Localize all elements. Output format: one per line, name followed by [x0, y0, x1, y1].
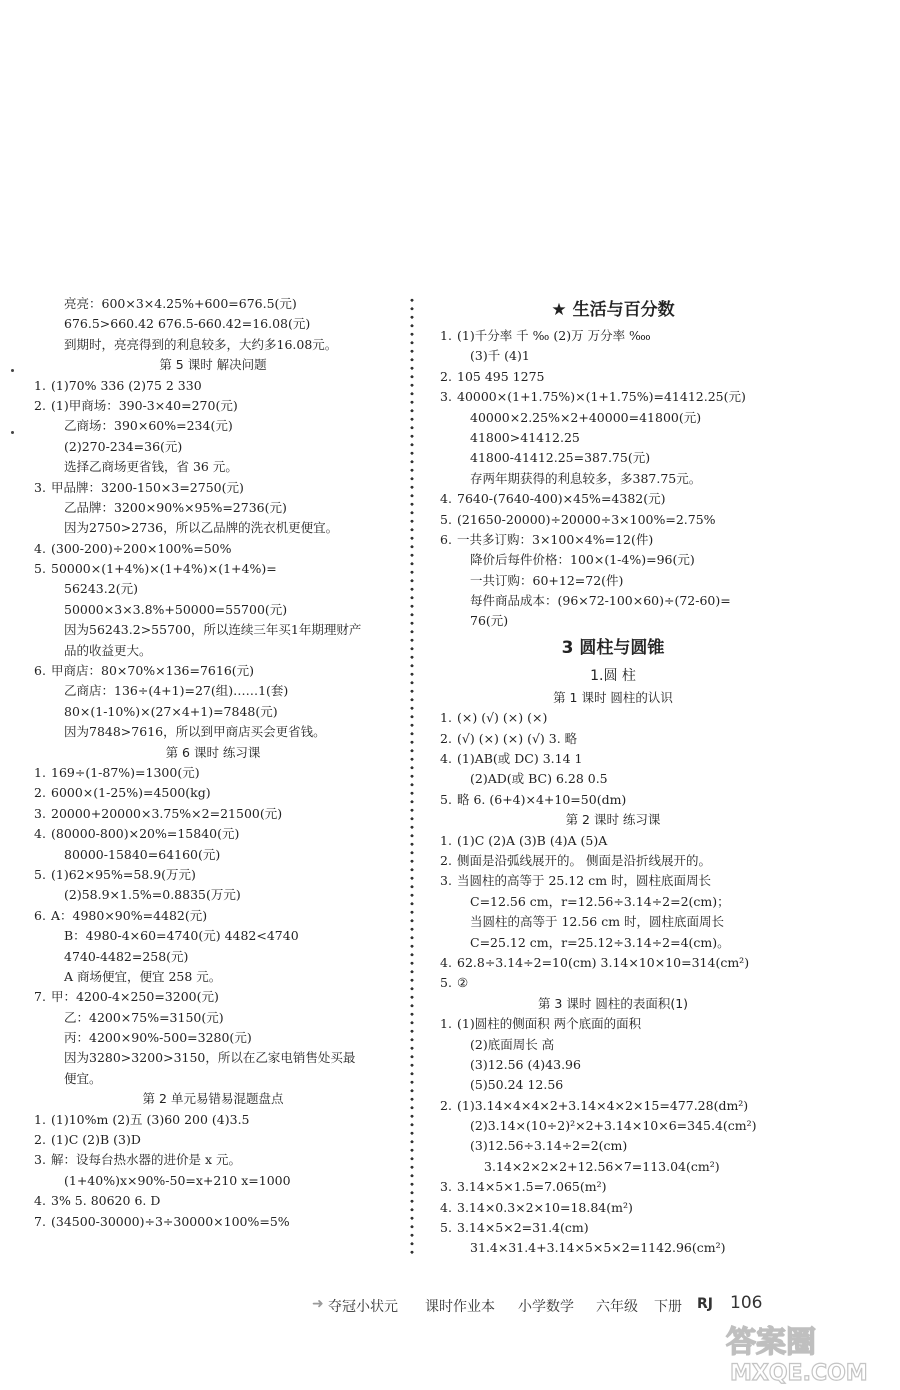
answer-line: [34, 1048, 392, 1068]
answer-text: 因为7848>7616，所以到甲商店买会更省钱。: [64, 724, 326, 740]
answer-text: (1+40%)x×90%-50=x+210 x=1000: [64, 1172, 291, 1188]
answer-line: [440, 1014, 786, 1034]
right-answer-column: [440, 294, 786, 1259]
answer-text: 3.14×2×2×2+12.56×7=113.04(cm²): [484, 1158, 720, 1174]
answer-text: 每件商品成本：(96×72-100×60)÷(72-60)=: [470, 593, 731, 609]
answer-line: [34, 579, 392, 599]
page-footer: [312, 1292, 792, 1320]
answer-line: [440, 489, 786, 509]
answer-text: (5)50.24 12.56: [470, 1077, 564, 1093]
answer-line: [34, 641, 392, 661]
answer-line: [440, 973, 786, 993]
section-heading: 第 3 课时 圆柱的表面积(1): [537, 995, 689, 1011]
answer-text: (2)58.9×1.5%=0.8835(万元): [64, 887, 241, 903]
answer-line: [440, 1075, 786, 1095]
answer-text: (2)AD(或 BC) 6.28 0.5: [470, 771, 608, 787]
section-heading: ★ 生活与百分数: [551, 300, 675, 320]
answer-line: [440, 530, 786, 550]
answer-line: [440, 469, 786, 489]
answer-line: [34, 824, 392, 844]
answer-text: 便宜。: [64, 1070, 102, 1086]
answer-line: [440, 1238, 786, 1258]
answer-text: 甲品牌：3200-150×3=2750(元): [51, 479, 244, 495]
answer-text: (1)C (2)A (3)B (4)A (5)A: [457, 832, 608, 848]
scan-speck: [11, 369, 14, 372]
answer-line: [440, 912, 786, 932]
question-number: 1.: [34, 764, 46, 780]
answer-line: [34, 1008, 392, 1028]
answer-text: 乙商场：390×60%=234(元): [64, 418, 233, 434]
answer-line: [440, 831, 786, 851]
answer-line: [440, 708, 786, 728]
answer-line: [34, 1130, 392, 1150]
answer-line: [440, 933, 786, 953]
answer-text: 41800>41412.25: [470, 429, 580, 445]
answer-text: (34500-30000)÷3÷30000×100%=5%: [51, 1213, 290, 1229]
question-number: 3.: [34, 805, 46, 821]
answer-text: 6000×(1-25%)=4500(kg): [51, 785, 211, 801]
answer-line: [34, 1028, 392, 1048]
answer-line: [34, 1212, 392, 1232]
question-number: 1.: [34, 377, 46, 393]
section-heading: 第 1 课时 圆柱的认识: [553, 689, 673, 705]
footer-term: 下册: [654, 1299, 682, 1315]
answer-text: 62.8÷3.14÷2=10(cm) 3.14×10×10=314(cm²): [457, 954, 750, 970]
question-number: 5.: [440, 511, 452, 527]
answer-line: [34, 987, 392, 1007]
answer-line: [440, 1096, 786, 1116]
answer-text: 20000+20000×3.75%×2=21500(元): [51, 805, 283, 821]
answer-line: [34, 947, 392, 967]
answer-text: 80000-15840=64160(元): [64, 846, 221, 862]
answer-text: 选择乙商场更省钱，省 36 元。: [64, 459, 238, 475]
answer-text: (1)千分率 千 ‰ (2)万 万分率 ‱: [457, 328, 651, 343]
answer-text: (×) (√) (×) (×): [457, 710, 548, 726]
answer-text: (2)底面周长 高: [470, 1036, 555, 1052]
answer-line: [440, 851, 786, 871]
footer-series: 夺冠小状元: [328, 1299, 398, 1315]
question-number: 7.: [34, 989, 46, 1005]
answer-text: 解：设每台热水器的进价是 x 元。: [51, 1152, 241, 1168]
question-number: 4.: [440, 751, 452, 767]
answer-line: [440, 510, 786, 530]
footer-book: 课时作业本: [425, 1299, 495, 1315]
answer-line: [440, 367, 786, 387]
answer-text: 甲：4200-4×250=3200(元): [51, 989, 219, 1005]
answer-text: 乙商店：136÷(4+1)=27(组)……1(套): [64, 683, 289, 699]
answer-line: [34, 804, 392, 824]
answer-text: 到期时，亮亮得到的利息较多，大约多16.08元。: [64, 336, 338, 352]
answer-text: (1)70% 336 (2)75 2 330: [51, 377, 202, 393]
answer-text: 存两年期获得的利息较多，多387.75元。: [470, 470, 702, 486]
answer-text: (√) (×) (×) (√) 3. 略: [457, 730, 578, 746]
section-heading: 第 2 单元易错易混题盘点: [142, 1091, 284, 1107]
question-number: 6.: [440, 531, 452, 547]
answer-text: 3% 5. 80620 6. D: [51, 1193, 161, 1209]
answer-text: 当圆柱的高等于 12.56 cm 时，圆柱底面周长: [470, 914, 725, 930]
answer-text: (21650-20000)÷20000÷3×100%=2.75%: [457, 511, 716, 527]
answer-text: 40000×2.25%×2+40000=41800(元): [470, 409, 702, 425]
answer-text: 105 495 1275: [457, 368, 545, 384]
answer-text: (1)3.14×4×4×2+3.14×4×2×15=477.28(dm²): [457, 1097, 749, 1113]
answer-line: [34, 335, 392, 355]
answer-line: [440, 1218, 786, 1238]
answer-line: [440, 326, 786, 346]
answer-line: [34, 314, 392, 334]
answer-text: 80×(1-10%)×(27×4+1)=7848(元): [64, 703, 278, 719]
answer-text: 41800-41412.25=387.75(元): [470, 450, 651, 466]
answer-text: A：4980×90%=4482(元): [51, 907, 208, 923]
answer-text: (1)C (2)B (3)D: [51, 1132, 141, 1148]
answer-text: 676.5>660.42 676.5-660.42=16.08(元): [64, 316, 311, 332]
question-number: 2.: [34, 785, 46, 801]
watermark-url: MXQE.COM: [730, 1361, 868, 1384]
answer-text: 76(元): [470, 613, 509, 629]
question-number: 5.: [440, 1220, 452, 1236]
answer-line: [34, 967, 392, 987]
answer-text: (80000-800)×20%=15840(元): [51, 826, 240, 842]
answer-text: (3)12.56÷3.14÷2=2(cm): [470, 1138, 628, 1154]
answer-line: [34, 376, 392, 396]
answer-line: [440, 1116, 786, 1136]
answer-text: 降价后每件价格：100×(1-4%)=96(元): [470, 552, 695, 568]
column-divider-dotted: [410, 296, 414, 1256]
answer-line: [34, 1171, 392, 1191]
answer-line: [34, 1069, 392, 1089]
answer-line: [440, 892, 786, 912]
watermark-logo: [720, 1318, 890, 1384]
answer-line: [34, 478, 392, 498]
answer-text: 当圆柱的高等于 25.12 cm 时，圆柱底面周长: [457, 873, 712, 889]
answer-text: (2)270-234=36(元): [64, 438, 183, 454]
answer-line: [34, 498, 392, 518]
answer-line: [34, 845, 392, 865]
answer-text: (1)AB(或 DC) 3.14 1: [457, 751, 583, 767]
answer-line: [440, 591, 786, 611]
answer-text: 40000×(1+1.75%)×(1+1.75%)=41412.25(元): [457, 389, 746, 405]
answer-line: [34, 437, 392, 457]
question-number: 2.: [34, 1132, 46, 1148]
answer-text: (2)3.14×(10÷2)²×2+3.14×10×6=345.4(cm²): [470, 1118, 757, 1134]
page-number: 106: [730, 1293, 763, 1313]
answer-line: [440, 346, 786, 366]
answer-line: [440, 1157, 786, 1177]
answer-text: 因为3280>3200>3150，所以在乙家电销售处买最: [64, 1050, 356, 1066]
question-number: 4.: [440, 491, 452, 507]
answer-text: 50000×3×3.8%+50000=55700(元): [64, 601, 288, 617]
footer-edition: RJ: [697, 1296, 713, 1312]
answer-line: [34, 681, 392, 701]
question-number: 2.: [440, 852, 452, 868]
question-number: 5.: [440, 975, 452, 991]
answer-text: (300-200)÷200×100%=50%: [51, 540, 232, 556]
answer-text: ②: [457, 975, 469, 991]
answer-line: [34, 661, 392, 681]
answer-text: C=25.12 cm，r=25.12÷3.14÷2=4(cm)。: [470, 934, 730, 950]
question-number: 5.: [34, 866, 46, 882]
answer-line: [440, 790, 786, 810]
answer-text: 7640-(7640-400)×45%=4382(元): [457, 491, 666, 507]
answer-line: [34, 865, 392, 885]
question-number: 2.: [34, 397, 46, 413]
answer-text: (1)10%m (2)五 (3)60 200 (4)3.5: [51, 1111, 250, 1127]
answer-line: [440, 448, 786, 468]
answer-text: 因为56243.2>55700，所以连续三年买1年期理财产: [64, 622, 362, 638]
question-number: 2.: [440, 730, 452, 746]
answer-text: 因为2750>2736，所以乙品牌的洗衣机更便宜。: [64, 520, 339, 536]
answer-text: B：4980-4×60=4740(元) 4482<4740: [64, 928, 299, 944]
answer-line: [34, 722, 392, 742]
answer-text: (1)62×95%=58.9(万元): [51, 866, 196, 882]
answer-text: (1)圆柱的侧面积 两个底面的面积: [457, 1016, 642, 1032]
answer-line: [440, 387, 786, 407]
section-heading: 第 6 课时 练习课: [165, 744, 261, 760]
answer-line: [34, 600, 392, 620]
answer-text: 31.4×31.4+3.14×5×5×2=1142.96(cm²): [470, 1240, 726, 1256]
answer-line: [34, 620, 392, 640]
arrow-icon: ➜: [312, 1296, 324, 1312]
answer-text: C=12.56 cm，r=12.56÷3.14÷2=2(cm)；: [470, 893, 730, 909]
question-number: 1.: [440, 832, 452, 848]
answer-text: (3)千 (4)1: [470, 348, 530, 364]
section-heading: 第 2 课时 练习课: [565, 812, 661, 828]
answer-line: [34, 518, 392, 538]
section-heading: 3 圆柱与圆锥: [561, 637, 665, 658]
question-number: 3.: [34, 1152, 46, 1168]
answer-line: [34, 1110, 392, 1130]
answer-text: 品的收益更大。: [64, 642, 152, 658]
question-number: 4.: [34, 826, 46, 842]
answer-text: 一共多订购：3×100×4%=12(件): [457, 531, 654, 547]
answer-line: [440, 1136, 786, 1156]
footer-grade: 六年级: [596, 1299, 638, 1315]
answer-text: 略 6. (6+4)×4+10=50(dm): [457, 791, 627, 807]
answer-text: 亮亮：600×3×4.25%+600=676.5(元): [64, 296, 297, 311]
answer-line: [440, 953, 786, 973]
answer-text: 3.14×0.3×2×10=18.84(m²): [457, 1199, 633, 1215]
answer-line: [34, 702, 392, 722]
answer-line: [440, 729, 786, 749]
answer-text: 3.14×5×2=31.4(cm): [457, 1220, 589, 1236]
answer-line: [34, 416, 392, 436]
answer-text: 50000×(1+4%)×(1+4%)×(1+4%)=: [51, 561, 277, 577]
answer-line: [34, 885, 392, 905]
answer-line: [440, 769, 786, 789]
question-number: 5.: [34, 561, 46, 577]
answer-line: [34, 1191, 392, 1211]
answer-text: (1)甲商场：390-3×40=270(元): [51, 397, 238, 413]
left-answer-column: [34, 294, 392, 1232]
answer-line: [440, 1177, 786, 1197]
question-number: 7.: [34, 1213, 46, 1229]
answer-text: 169÷(1-87%)=1300(元): [51, 764, 200, 780]
answer-line: [34, 763, 392, 783]
footer-subject: 小学数学: [518, 1299, 574, 1315]
section-heading: 第 5 课时 解决问题: [159, 357, 267, 373]
answer-line: [440, 749, 786, 769]
question-number: 6.: [34, 663, 46, 679]
answer-line: [440, 571, 786, 591]
answer-text: 侧面是沿弧线展开的。 侧面是沿折线展开的。: [457, 852, 711, 868]
question-number: 1.: [440, 1016, 452, 1032]
question-number: 4.: [34, 540, 46, 556]
answer-line: [34, 926, 392, 946]
question-number: 4.: [440, 954, 452, 970]
answer-text: 乙：4200×75%=3150(元): [64, 1009, 224, 1025]
answer-line: [34, 906, 392, 926]
answer-line: [440, 1198, 786, 1218]
answer-text: 3.14×5×1.5=7.065(m²): [457, 1179, 607, 1195]
watermark-title: 答案圈: [726, 1325, 816, 1360]
answer-line: [440, 550, 786, 570]
answer-line: [34, 559, 392, 579]
question-number: 3.: [440, 873, 452, 889]
answer-line: [34, 1150, 392, 1170]
question-number: 4.: [440, 1199, 452, 1215]
question-number: 3.: [34, 479, 46, 495]
answer-text: A 商场便宜，便宜 258 元。: [64, 968, 222, 984]
answer-line: [34, 294, 392, 314]
answer-text: 丙：4200×90%-500=3280(元): [64, 1030, 252, 1046]
question-number: 4.: [34, 1193, 46, 1209]
question-number: 3.: [440, 389, 452, 405]
question-number: 3.: [440, 1179, 452, 1195]
answer-line: [440, 611, 786, 631]
question-number: 6.: [34, 907, 46, 923]
section-heading: 1.圆 柱: [590, 667, 636, 684]
answer-text: 甲商店：80×70%×136=7616(元): [51, 663, 255, 679]
answer-text: 4740-4482=258(元): [64, 948, 189, 964]
answer-text: 乙品牌：3200×90%×95%=2736(元): [64, 499, 287, 515]
answer-text: 一共订购：60+12=72(件): [470, 572, 624, 588]
answer-line: [34, 539, 392, 559]
answer-line: [34, 783, 392, 803]
answer-line: [34, 457, 392, 477]
answer-text: 56243.2(元): [64, 581, 138, 597]
answer-line: [440, 428, 786, 448]
answer-text: (3)12.56 (4)43.96: [470, 1056, 581, 1072]
question-number: 2.: [440, 368, 452, 384]
answer-line: [440, 871, 786, 891]
question-number: 1.: [440, 710, 452, 726]
question-number: 5.: [440, 791, 452, 807]
scan-speck: [11, 431, 14, 434]
answer-line: [440, 1035, 786, 1055]
question-number: 1.: [440, 328, 452, 343]
answer-line: [34, 396, 392, 416]
question-number: 2.: [440, 1097, 452, 1113]
answer-line: [440, 408, 786, 428]
answer-line: [440, 1055, 786, 1075]
question-number: 1.: [34, 1111, 46, 1127]
